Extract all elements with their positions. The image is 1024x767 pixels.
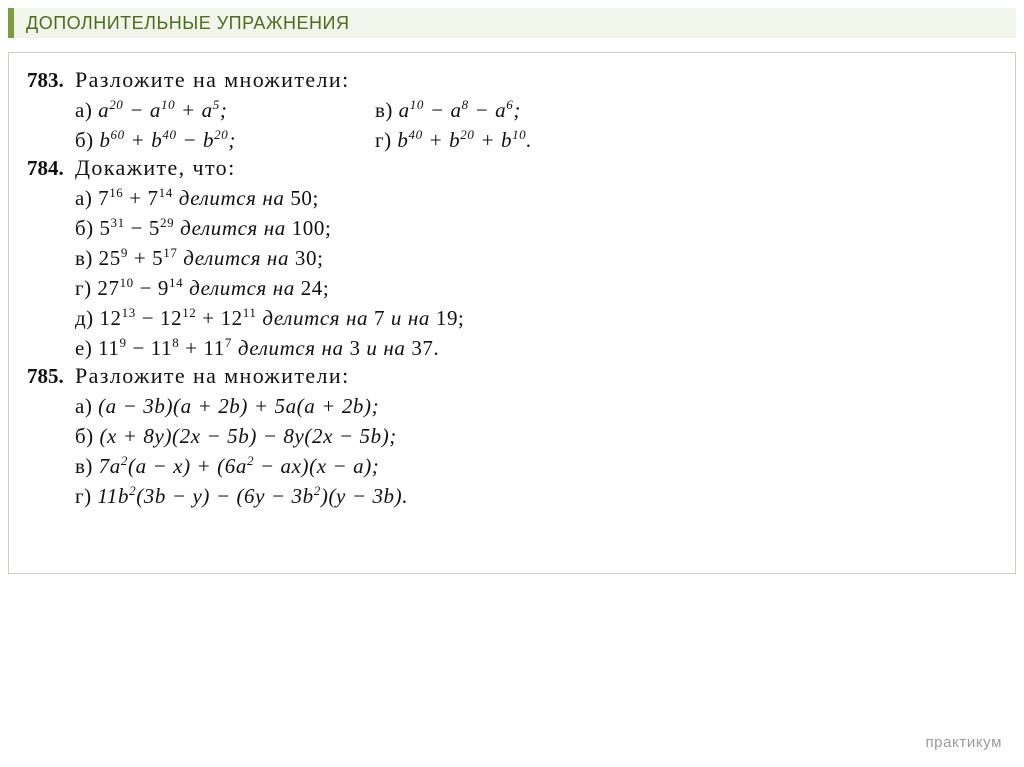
- task-item-row: [75, 246, 1005, 271]
- task-number: 785.: [27, 364, 64, 388]
- task-item-expression: $b^{40} + b^{20} + b^{10}$.: [397, 127, 533, 152]
- task-list: [27, 67, 1005, 509]
- task-item-label: е): [75, 336, 99, 360]
- task-item-expression: $7^{16} + 7^{14}$ делится на 50;: [98, 185, 319, 210]
- task-item: [75, 454, 379, 479]
- task-block: [27, 363, 1005, 509]
- task-item-expression: $a^{20} - a^{10} + a^5$;: [98, 97, 228, 122]
- task-item-row: [75, 484, 1005, 509]
- task-item-label: г): [75, 484, 98, 508]
- task-item-row: [75, 454, 1005, 479]
- task-item-row: [75, 186, 1005, 211]
- task-item: [375, 128, 532, 153]
- task-item-label: б): [75, 216, 100, 240]
- task-item-label: а): [75, 394, 99, 418]
- task-item: [75, 424, 397, 449]
- task-item-expression: $11^9 - 11^8 + 11^7$ делится на 3 и на 37.: [98, 335, 440, 360]
- task-item-expression: $5^{31} - 5^{29}$ делится на 100;: [99, 215, 332, 240]
- task-prompt: Докажите, что:: [75, 155, 236, 180]
- task-number: 783.: [27, 68, 64, 92]
- exercises-panel: [8, 52, 1016, 574]
- task-item: [75, 394, 379, 419]
- page-title: ДОПОЛНИТЕЛЬНЫЕ УПРАЖНЕНИЯ: [26, 12, 350, 33]
- page-header-band: [8, 8, 1016, 38]
- task-item-row: [75, 98, 1005, 123]
- task-items: [75, 186, 1005, 361]
- task-item: [75, 276, 329, 301]
- task-item-label: д): [75, 306, 100, 330]
- task-item-expression: $12^{13} - 12^{12} + 12^{11}$ делится на 7 и на 19;: [99, 305, 465, 330]
- task-item: [75, 306, 464, 331]
- task-item-expression: $7a^2(a - x) + (6a^2 - ax)(x - a)$;: [98, 453, 380, 478]
- task-item-label: в): [75, 246, 99, 270]
- task-item-label: а): [75, 186, 99, 210]
- task-prompt: Разложите на множители:: [75, 363, 350, 388]
- task-item-label: б): [75, 424, 100, 448]
- task-item-label: а): [75, 98, 99, 122]
- task-item-expression: $25^9 + 5^{17}$ делится на 30;: [98, 245, 324, 270]
- task-item: [375, 98, 521, 123]
- task-item-expression: $27^{10} - 9^{14}$ делится на 24;: [97, 275, 330, 300]
- task-item: [75, 484, 408, 509]
- task-item-label: в): [375, 98, 399, 122]
- task-items: [75, 394, 1005, 509]
- task-number: 784.: [27, 156, 64, 180]
- task-item-label: б): [75, 128, 100, 152]
- footer-note: практикум: [925, 734, 1002, 751]
- task-item-label: г): [375, 128, 398, 152]
- task-item-row: [75, 216, 1005, 241]
- task-heading: [27, 155, 1005, 181]
- task-item: [75, 128, 375, 153]
- task-prompt: Разложите на множители:: [75, 67, 350, 92]
- task-block: [27, 67, 1005, 153]
- task-item-row: [75, 306, 1005, 331]
- task-item: [75, 336, 439, 361]
- task-item: [75, 246, 324, 271]
- task-item-label: г): [75, 276, 98, 300]
- task-item: [75, 186, 319, 211]
- task-block: [27, 155, 1005, 361]
- task-item-expression: $11b^2(3b - y) - (6y - 3b^2)(y - 3b)$.: [97, 483, 409, 508]
- task-item-expression: $a^{10} - a^8 - a^6$;: [398, 97, 521, 122]
- task-item-expression: (a − 3b)(a + 2b) + 5a(a + 2b);: [98, 394, 380, 418]
- task-items: [75, 98, 1005, 153]
- task-item-row: [75, 276, 1005, 301]
- task-item-label: в): [75, 454, 99, 478]
- task-item: [75, 216, 331, 241]
- task-item-row: [75, 424, 1005, 449]
- task-heading: [27, 67, 1005, 93]
- task-heading: [27, 363, 1005, 389]
- task-item-row: [75, 394, 1005, 419]
- task-item-expression: $b^{60} + b^{40} - b^{20}$;: [99, 127, 236, 152]
- task-item-expression: (x + 8y)(2x − 5b) − 8y(2x − 5b);: [99, 424, 397, 448]
- task-item-row: [75, 128, 1005, 153]
- task-item-row: [75, 336, 1005, 361]
- task-item: [75, 98, 375, 123]
